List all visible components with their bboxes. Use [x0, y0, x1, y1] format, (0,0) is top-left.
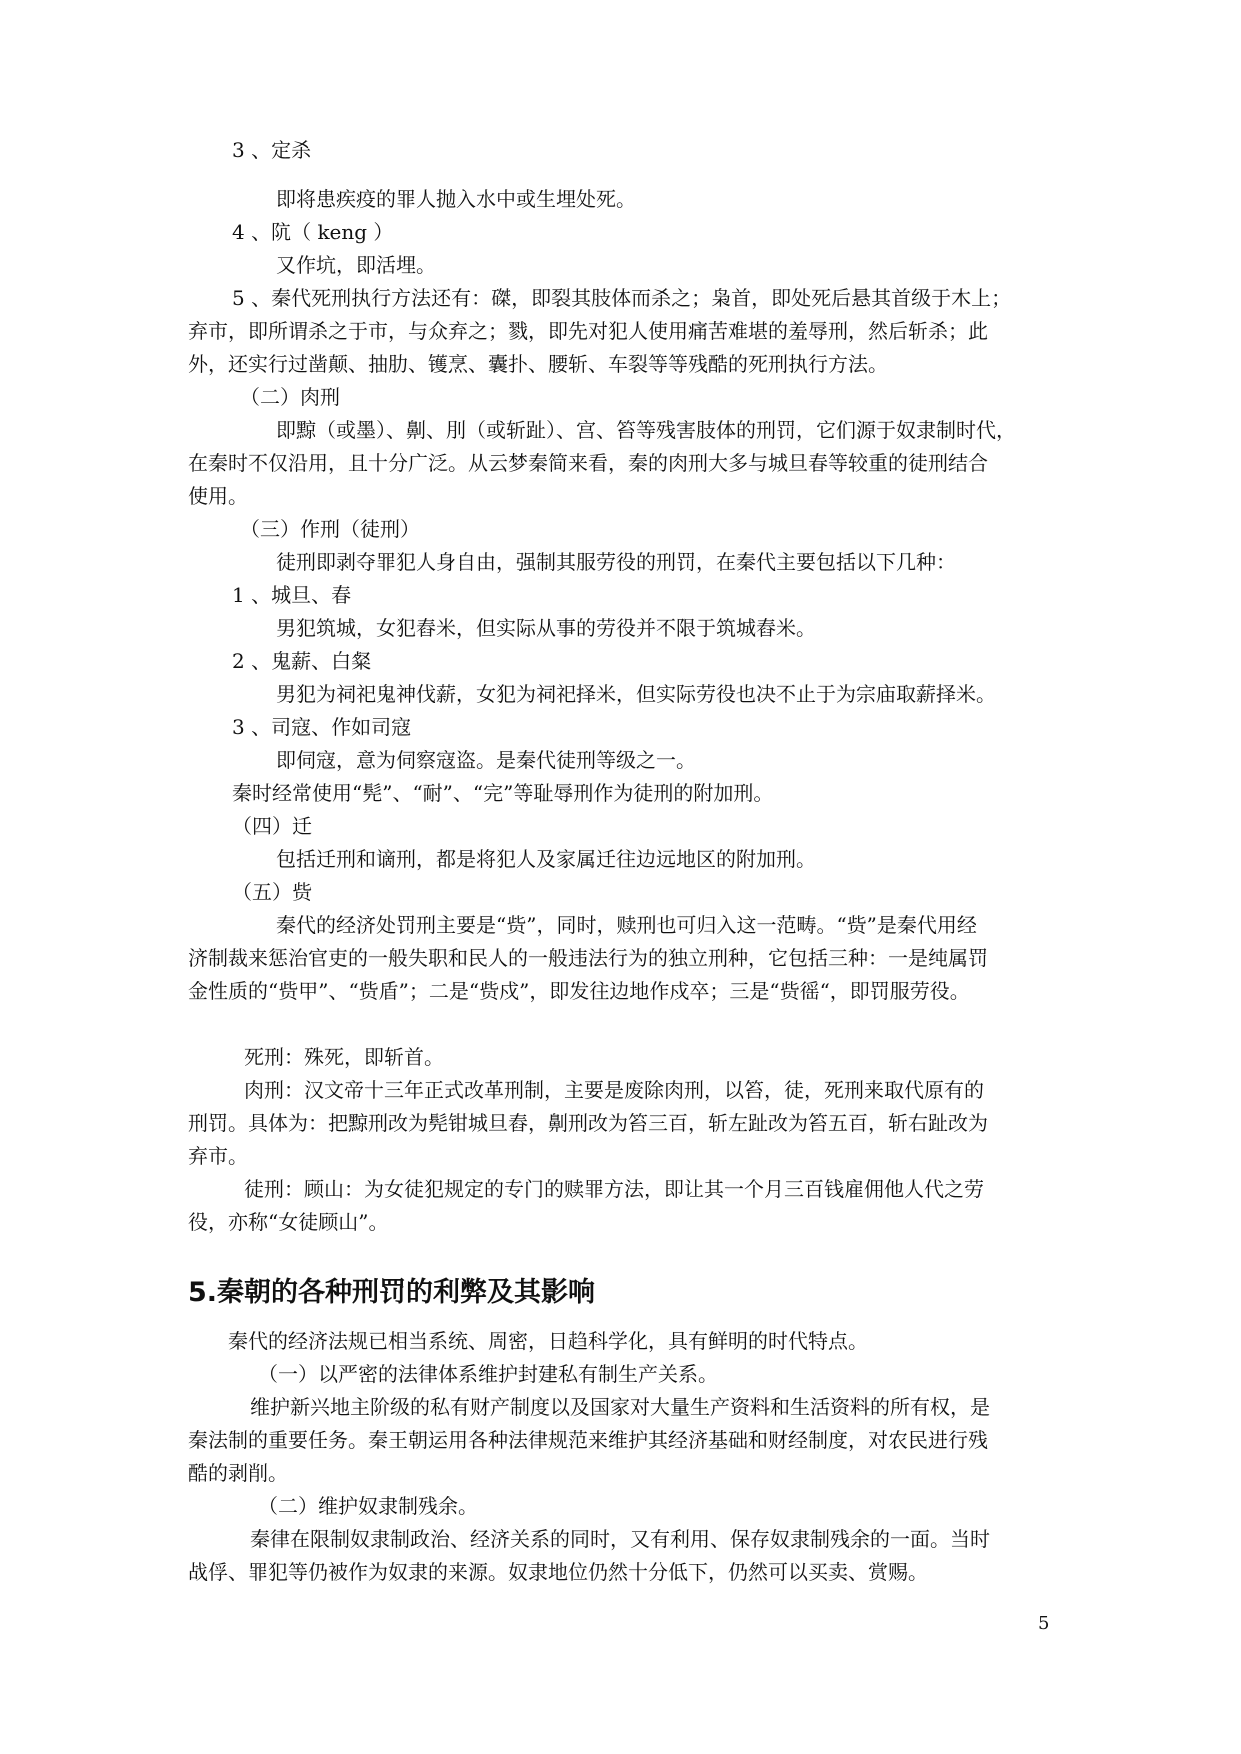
text-line: 又作坑，即活埋。 — [276, 253, 436, 277]
text-line: 4 、阬（ keng ） — [232, 220, 394, 244]
text-line: 3 、定杀 — [232, 138, 312, 162]
text-line: 即伺寇，意为伺察寇盗。是秦代徒刑等级之一。 — [276, 748, 696, 772]
text-line: 外，还实行过凿颠、抽肋、镬烹、囊扑、腰斩、车裂等等残酷的死刑执行方法。 — [188, 352, 888, 376]
text-line: 秦法制的重要任务。秦王朝运用各种法律规范来维护其经济基础和财经制度，对农民进行残 — [188, 1428, 988, 1452]
text-line: 5 、秦代死刑执行方法还有：磔，即裂其肢体而杀之；枭首，即处死后悬其首级于木上； — [232, 286, 1012, 310]
text-line: 秦时经常使用“髡”、“耐”、“完”等耻辱刑作为徒刑的附加刑。 — [232, 781, 774, 805]
text-line: 即黥（或墨）、劓、刖（或斩趾）、宫、笞等残害肢体的刑罚，它们源于奴隶制时代， — [276, 418, 1016, 442]
text-line: 酷的剥削。 — [188, 1461, 288, 1485]
text-line: 弃市。 — [188, 1144, 248, 1168]
text-line: 济制裁来惩治官吏的一般失职和民人的一般违法行为的独立刑种，它包括三种：一是纯属罚 — [188, 946, 988, 970]
text-line: 死刑：殊死，即斩首。 — [244, 1045, 444, 1069]
text-line: 金性质的“赀甲”、“赀盾”；二是“赀戍”，即发往边地作戍卒；三是“赀徭“，即罚服劳役。 — [188, 979, 970, 1003]
text-line: 1 、城旦、春 — [232, 583, 352, 607]
text-line: 秦代的经济法规已相当系统、周密，日趋科学化，具有鲜明的时代特点。 — [228, 1329, 868, 1353]
text-line: 使用。 — [188, 484, 248, 508]
text-line: 即将患疾疫的罪人抛入水中或生埋处死。 — [276, 187, 636, 211]
text-line: 男犯为祠祀鬼神伐薪，女犯为祠祀择米，但实际劳役也决不止于为宗庙取薪择米。 — [276, 682, 996, 706]
page-number: 5 — [1038, 1613, 1050, 1634]
section-heading: 5.秦朝的各种刑罚的利弊及其影响 — [188, 1277, 596, 1308]
text-line: 弃市，即所谓杀之于市，与众弃之；戮，即先对犯人使用痛苦难堪的羞辱刑，然后斩杀；此 — [188, 319, 988, 343]
text-line: （五）赀 — [232, 880, 312, 904]
text-line: （三）作刑（徒刑） — [240, 517, 420, 541]
text-line: 秦律在限制奴隶制政治、经济关系的同时，又有利用、保存奴隶制残余的一面。当时 — [250, 1527, 990, 1551]
text-line: 男犯筑城，女犯舂米，但实际从事的劳役并不限于筑城舂米。 — [276, 616, 816, 640]
text-line: 秦代的经济处罚刑主要是“赀”，同时，赎刑也可归入这一范畴。“赀”是秦代用经 — [276, 913, 977, 937]
text-line: （四）迁 — [232, 814, 312, 838]
text-line: 2 、鬼薪、白粲 — [232, 649, 372, 673]
text-line: （二）维护奴隶制残余。 — [258, 1494, 478, 1518]
text-line: 徒刑：顾山：为女徒犯规定的专门的赎罪方法，即让其一个月三百钱雇佣他人代之劳 — [244, 1177, 984, 1201]
text-line: 3 、司寇、作如司寇 — [232, 715, 412, 739]
text-line: 维护新兴地主阶级的私有财产制度以及国家对大量生产资料和生活资料的所有权，是 — [250, 1395, 990, 1419]
text-line: （二）肉刑 — [240, 385, 340, 409]
text-line: 役，亦称“女徒顾山”。 — [188, 1210, 389, 1234]
text-line: 包括迁刑和谪刑，都是将犯人及家属迁往边远地区的附加刑。 — [276, 847, 816, 871]
text-line: （一）以严密的法律体系维护封建私有制生产关系。 — [258, 1362, 718, 1386]
text-line: 肉刑：汉文帝十三年正式改革刑制，主要是废除肉刑，以笞，徒，死刑来取代原有的 — [244, 1078, 984, 1102]
text-line: 战俘、罪犯等仍被作为奴隶的来源。奴隶地位仍然十分低下，仍然可以买卖、赏赐。 — [188, 1560, 928, 1584]
text-line: 刑罚。具体为：把黥刑改为髡钳城旦舂，劓刑改为笞三百，斩左趾改为笞五百，斩右趾改为 — [188, 1111, 988, 1135]
text-line: 徒刑即剥夺罪犯人身自由，强制其服劳役的刑罚，在秦代主要包括以下几种： — [276, 550, 956, 574]
text-line: 在秦时不仅沿用，且十分广泛。从云梦秦简来看，秦的肉刑大多与城旦春等较重的徒刑结合 — [188, 451, 988, 475]
